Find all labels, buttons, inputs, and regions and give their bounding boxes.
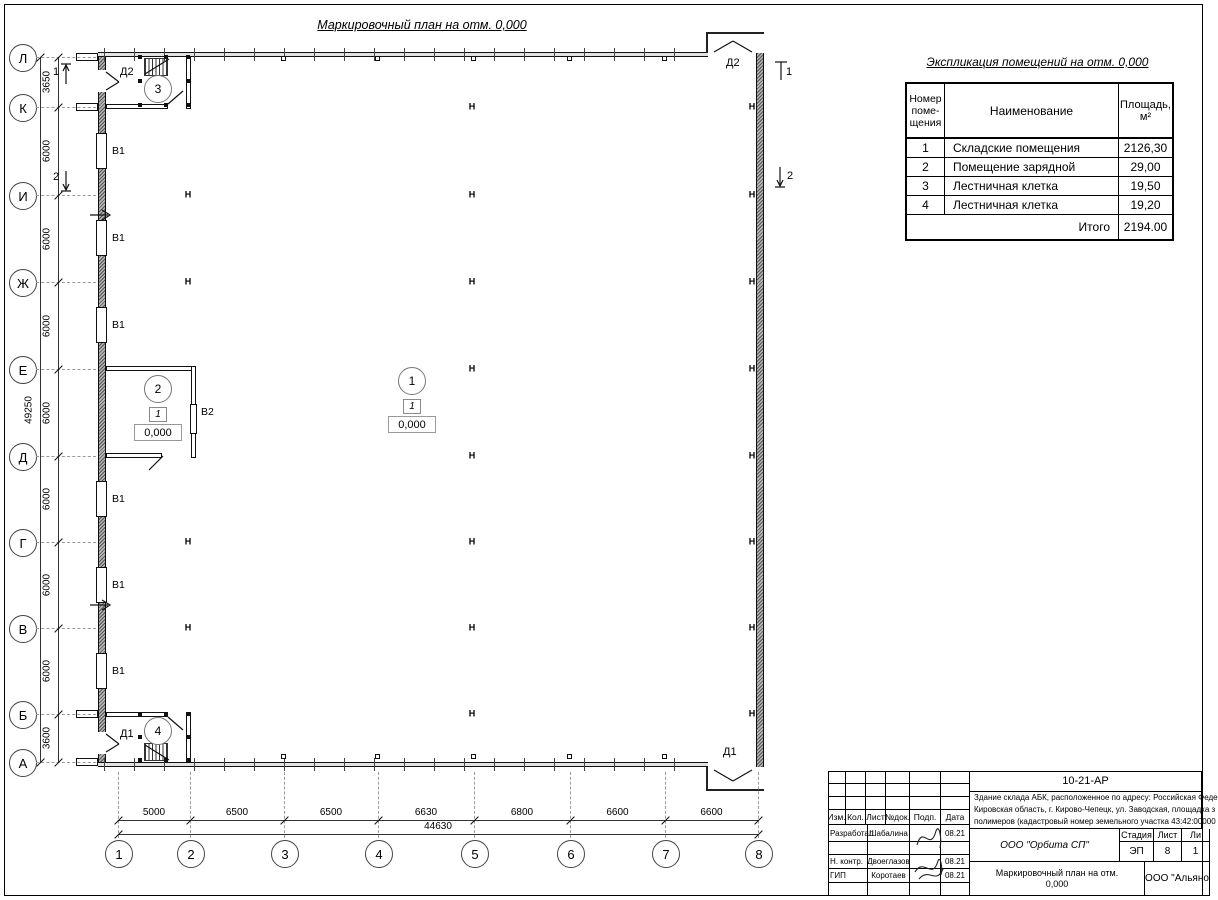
titleblock-stage-label: Стадия xyxy=(1120,829,1154,842)
titleblock-org1: ООО "Орбита СП" xyxy=(970,829,1120,862)
floor-type-box: 1 xyxy=(149,407,167,422)
hdim-text: 6630 xyxy=(414,807,438,818)
vdim-text: 6000 xyxy=(41,487,53,511)
schedule-cell-area: 2126,30 xyxy=(1119,139,1172,158)
hdim-text: 6500 xyxy=(225,807,249,818)
col-axis-circle-4: 4 xyxy=(365,840,393,868)
elevation-box: 0,000 xyxy=(388,416,436,433)
hdim-text: 6800 xyxy=(510,807,534,818)
row-axis-circle-Б: Б xyxy=(9,701,37,729)
schedule-cell-area: 19,20 xyxy=(1119,196,1172,215)
col-axis-circle-8: 8 xyxy=(745,840,773,868)
room-circle-2: 2 xyxy=(144,375,172,403)
section-mark-1: 1 xyxy=(53,66,60,78)
steel-column-symbol: Н xyxy=(468,536,476,547)
titleblock-description-line: Кировская область, г. Кирово-Чепецк, ул. Заводская, площадка з xyxy=(974,805,1216,814)
plan-title: Маркировочный план на отм. 0,000 xyxy=(317,18,527,32)
steel-column-symbol: Н xyxy=(468,450,476,461)
schedule-cell-number: 4 xyxy=(907,196,945,215)
titleblock-role: Н. контр. xyxy=(828,855,868,869)
titleblock-stage-value: ЭП xyxy=(1120,842,1154,862)
steel-column-symbol: Н xyxy=(184,622,192,633)
row-axis-circle-Ж: Ж xyxy=(9,269,37,297)
vdim-text: 6000 xyxy=(41,401,53,424)
section-mark-2: 2 xyxy=(53,171,60,183)
titleblock-date: 08.21 xyxy=(941,855,970,869)
row-axis-circle-Г: Г xyxy=(9,529,37,557)
hdim-total-text: 44630 xyxy=(424,821,452,832)
schedule-header-area: Площадь, м² xyxy=(1119,84,1172,139)
steel-column-symbol: Н xyxy=(748,363,756,374)
vdim-text: 6000 xyxy=(41,314,53,337)
window-label-В1: В1 xyxy=(112,493,125,505)
titleblock-col-header: Лист xyxy=(866,810,886,825)
room-circle-3: 3 xyxy=(144,75,172,103)
titleblock-name: Двоеглазов xyxy=(868,855,910,869)
schedule-cell-number: 2 xyxy=(907,158,945,177)
door-label-Д2: Д2 xyxy=(726,57,740,69)
hdim-text: 6500 xyxy=(319,807,343,818)
schedule-cell-name: Лестничная клетка xyxy=(945,196,1119,215)
schedule-cell-area: 29,00 xyxy=(1119,158,1172,177)
row-axis-circle-А: А xyxy=(9,749,37,777)
titleblock-description-line: полимеров (кадастровый номер земельного участка 43:42:00000 xyxy=(974,817,1216,826)
schedule-total-value: 2194.00 xyxy=(1123,220,1168,234)
door-label-Д2: Д2 xyxy=(120,66,134,78)
titleblock-date: 08.21 xyxy=(941,869,970,883)
titleblock-project-code: 10-21-АР xyxy=(970,771,1202,792)
steel-column-symbol: Н xyxy=(748,450,756,461)
row-axis-circle-Д: Д xyxy=(9,443,37,471)
schedule-cell-name: Складские помещения xyxy=(945,139,1119,158)
titleblock-role: ГИП xyxy=(828,869,868,883)
steel-column-symbol: Н xyxy=(468,363,476,374)
steel-column-symbol: Н xyxy=(748,101,756,112)
col-axis-circle-5: 5 xyxy=(461,840,489,868)
steel-column-symbol: Н xyxy=(468,276,476,287)
steel-column-symbol: Н xyxy=(748,189,756,200)
schedule-title: Экспликация помещений на отм. 0,000 xyxy=(926,55,1149,69)
col-axis-circle-2: 2 xyxy=(177,840,205,868)
vdim-text: 6000 xyxy=(41,659,53,683)
steel-column-symbol: Н xyxy=(748,536,756,547)
window-label-В1: В1 xyxy=(112,145,125,157)
col-axis-circle-3: 3 xyxy=(271,840,299,868)
room-circle-1: 1 xyxy=(398,367,426,395)
steel-column-symbol: Н xyxy=(184,276,192,287)
hdim-text: 5000 xyxy=(142,807,166,818)
window-label-В1: В1 xyxy=(112,232,125,244)
schedule-cell-name: Помещение зарядной xyxy=(945,158,1119,177)
steel-column-symbol: Н xyxy=(468,101,476,112)
steel-column-symbol: Н xyxy=(748,708,756,719)
schedule-header-number: Номер поме- щения xyxy=(907,84,945,139)
titleblock-col-header: Подп. xyxy=(910,810,941,825)
titleblock-date: 08.21 xyxy=(941,825,970,842)
titleblock-stage-label: Ли xyxy=(1182,829,1210,842)
titleblock-col-header: Кол. xyxy=(846,810,866,825)
row-axis-circle-В: В xyxy=(9,615,37,643)
titleblock-col-header: Изм. xyxy=(828,810,846,825)
section-mark-1: 1 xyxy=(786,66,793,78)
row-axis-circle-Л: Л xyxy=(9,44,37,72)
schedule-header-name: Наименование xyxy=(945,84,1119,139)
schedule-cell-area: 19,50 xyxy=(1119,177,1172,196)
vdim-text: 6000 xyxy=(41,139,53,163)
row-axis-circle-Е: Е xyxy=(9,356,37,384)
steel-column-symbol: Н xyxy=(468,708,476,719)
hdim-text: 6600 xyxy=(606,807,629,818)
window-label-В2: В2 xyxy=(201,406,214,418)
titleblock-role: Разработал xyxy=(828,825,868,842)
titleblock-stage-value: 8 xyxy=(1154,842,1182,862)
steel-column-symbol: Н xyxy=(184,536,192,547)
row-axis-circle-К: К xyxy=(9,94,37,122)
section-mark-2: 2 xyxy=(787,170,794,182)
door-label-Д1: Д1 xyxy=(723,746,737,758)
titleblock-org2: ООО "Альяно xyxy=(1145,862,1210,896)
titleblock-plan-name-line: 0,000 xyxy=(1045,878,1069,889)
door-label-Д1: Д1 xyxy=(120,728,134,740)
titleblock-description-line: Здание склада АБК, расположенное по адресу: Российская Феде xyxy=(974,793,1218,802)
titleblock-name: Коротаев xyxy=(868,869,910,883)
window-label-В1: В1 xyxy=(112,319,125,331)
vdim-text: 6000 xyxy=(41,227,53,250)
vdim-text: 6000 xyxy=(41,573,53,597)
window-label-В1: В1 xyxy=(112,665,125,677)
hdim-text: 6600 xyxy=(700,807,723,818)
titleblock-name: Шабалина xyxy=(868,825,910,842)
floor-type-box: 1 xyxy=(403,399,421,414)
vdim-total-text: 49250 xyxy=(23,396,35,424)
titleblock-stage-label: Лист xyxy=(1154,829,1182,842)
titleblock-col-header: №док. xyxy=(886,810,910,825)
schedule-cell-name: Лестничная клетка xyxy=(945,177,1119,196)
titleblock-stage-value: 1 xyxy=(1182,842,1210,862)
row-axis-circle-И: И xyxy=(9,182,37,210)
col-axis-circle-1: 1 xyxy=(105,840,133,868)
window-label-В1: В1 xyxy=(112,579,125,591)
steel-column-symbol: Н xyxy=(184,189,192,200)
schedule-cell-number: 1 xyxy=(907,139,945,158)
vdim-text: 3600 xyxy=(41,726,53,750)
steel-column-symbol: Н xyxy=(468,189,476,200)
titleblock-col-header: Дата xyxy=(941,810,970,825)
steel-column-symbol: Н xyxy=(748,622,756,633)
schedule-cell-number: 3 xyxy=(907,177,945,196)
room-circle-4: 4 xyxy=(144,717,172,745)
steel-column-symbol: Н xyxy=(468,622,476,633)
col-axis-circle-6: 6 xyxy=(557,840,585,868)
col-axis-circle-7: 7 xyxy=(652,840,680,868)
steel-column-symbol: Н xyxy=(748,276,756,287)
vdim-text: 3650 xyxy=(41,70,53,94)
schedule-total-label: Итого xyxy=(907,215,1119,239)
titleblock-plan-name-line: Маркировочный план на отм. xyxy=(995,867,1119,878)
elevation-box: 0,000 xyxy=(134,424,182,441)
